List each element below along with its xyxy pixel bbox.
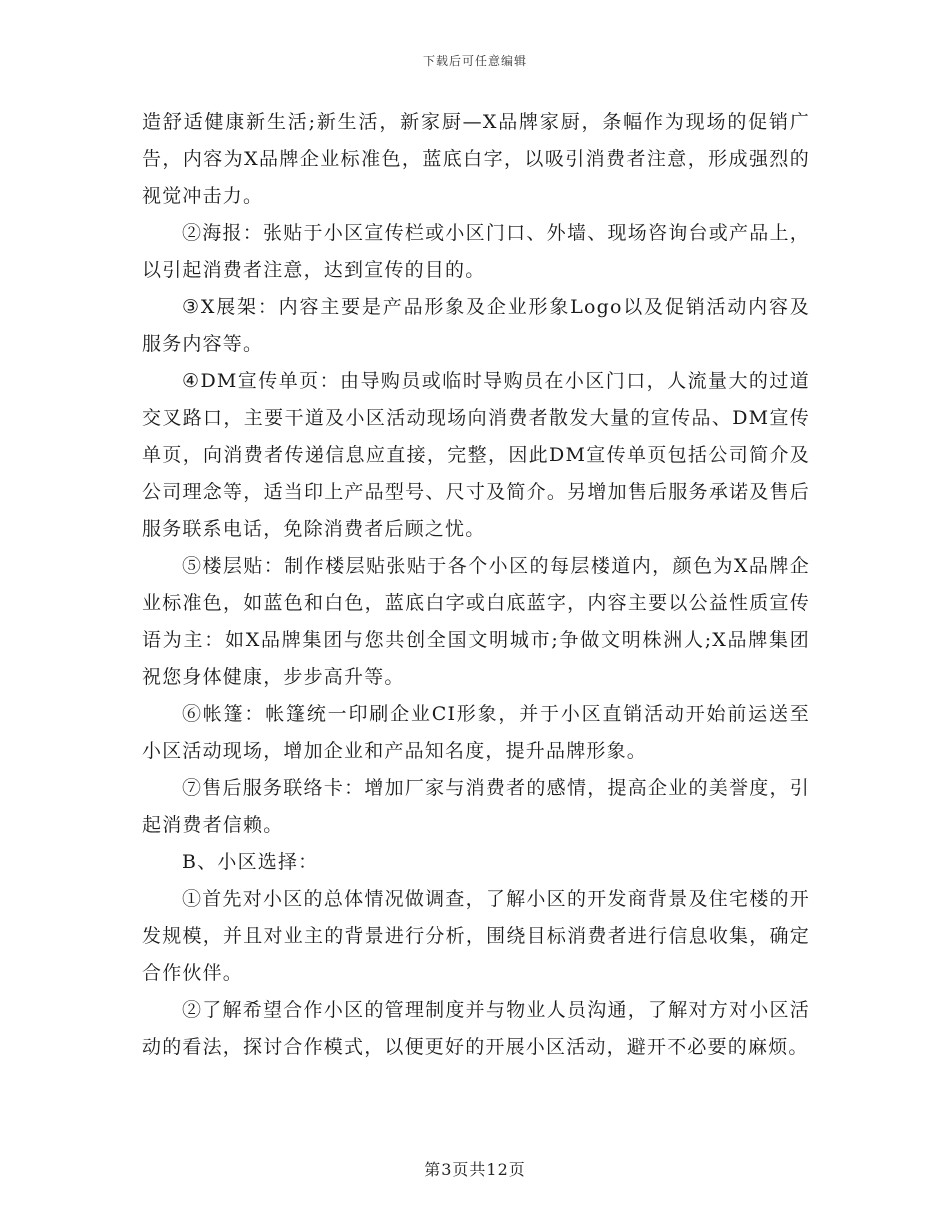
paragraph-community-survey: ①首先对小区的总体情况做调查，了解小区的开发商背景及住宅楼的开发规模，并且对业主的背景进行分析，围绕目标消费者进行信息收集，确定合作伙伴。 <box>142 888 810 984</box>
section-heading-community-selection: B、小区选择： <box>182 851 319 873</box>
paragraph-community-cooperation: ②了解希望合作小区的管理制度并与物业人员沟通，了解对方对小区活动的看法，探讨合作模式，以便更好的开展小区活动，避开不必要的麻烦。 <box>142 999 810 1058</box>
paragraph-service-card: ⑦售后服务联络卡：增加厂家与消费者的感情，提高企业的美誉度，引起消费者信赖。 <box>142 777 810 836</box>
paragraph-continuation: 造舒适健康新生活;新生活，新家厨—X品牌家厨，条幅作为现场的促销广告，内容为X品牌企业标准色，蓝底白字，以吸引消费者注意，形成强烈的视觉冲击力。 <box>142 111 810 207</box>
paragraph-x-display-stand: ③X展架：内容主要是产品形象及企业形象Logo以及促销活动内容及服务内容等。 <box>142 296 810 355</box>
document-body <box>142 104 810 1066</box>
paragraph-dm-flyer: ④DM宣传单页：由导购员或临时导购员在小区门口，人流量大的过道交叉路口，主要干道及小区活动现场向消费者散发大量的宣传品、DM宣传单页，向消费者传递信息应直接，完整，因此DM宣传单页包括公司简介及公司理念等，适当印上产品型号、尺寸及简介。另增加售后服务承诺及售后服务联系电话，免除消费者后顾之忧。 <box>142 370 810 540</box>
page-number: 第3页共12页 <box>424 1160 526 1179</box>
paragraph-tent: ⑥帐篷：帐篷统一印刷企业CI形象，并于小区直销活动开始前运送至小区活动现场，增加企业和产品知名度，提升品牌形象。 <box>142 703 810 762</box>
paragraph-poster: ②海报：张贴于小区宣传栏或小区门口、外墙、现场咨询台或产品上，以引起消费者注意，达到宣传的目的。 <box>142 222 810 281</box>
paragraph-floor-sticker: ⑤楼层贴：制作楼层贴张贴于各个小区的每层楼道内，颜色为X品牌企业标准色，如蓝色和白色，蓝底白字或白底蓝字，内容主要以公益性质宣传语为主：如X品牌集团与您共创全国文明城市;争做文明株洲人;X品牌集团祝您身体健康，步步高升等。 <box>142 555 810 688</box>
page-header: 下载后可任意编辑 <box>422 54 527 68</box>
